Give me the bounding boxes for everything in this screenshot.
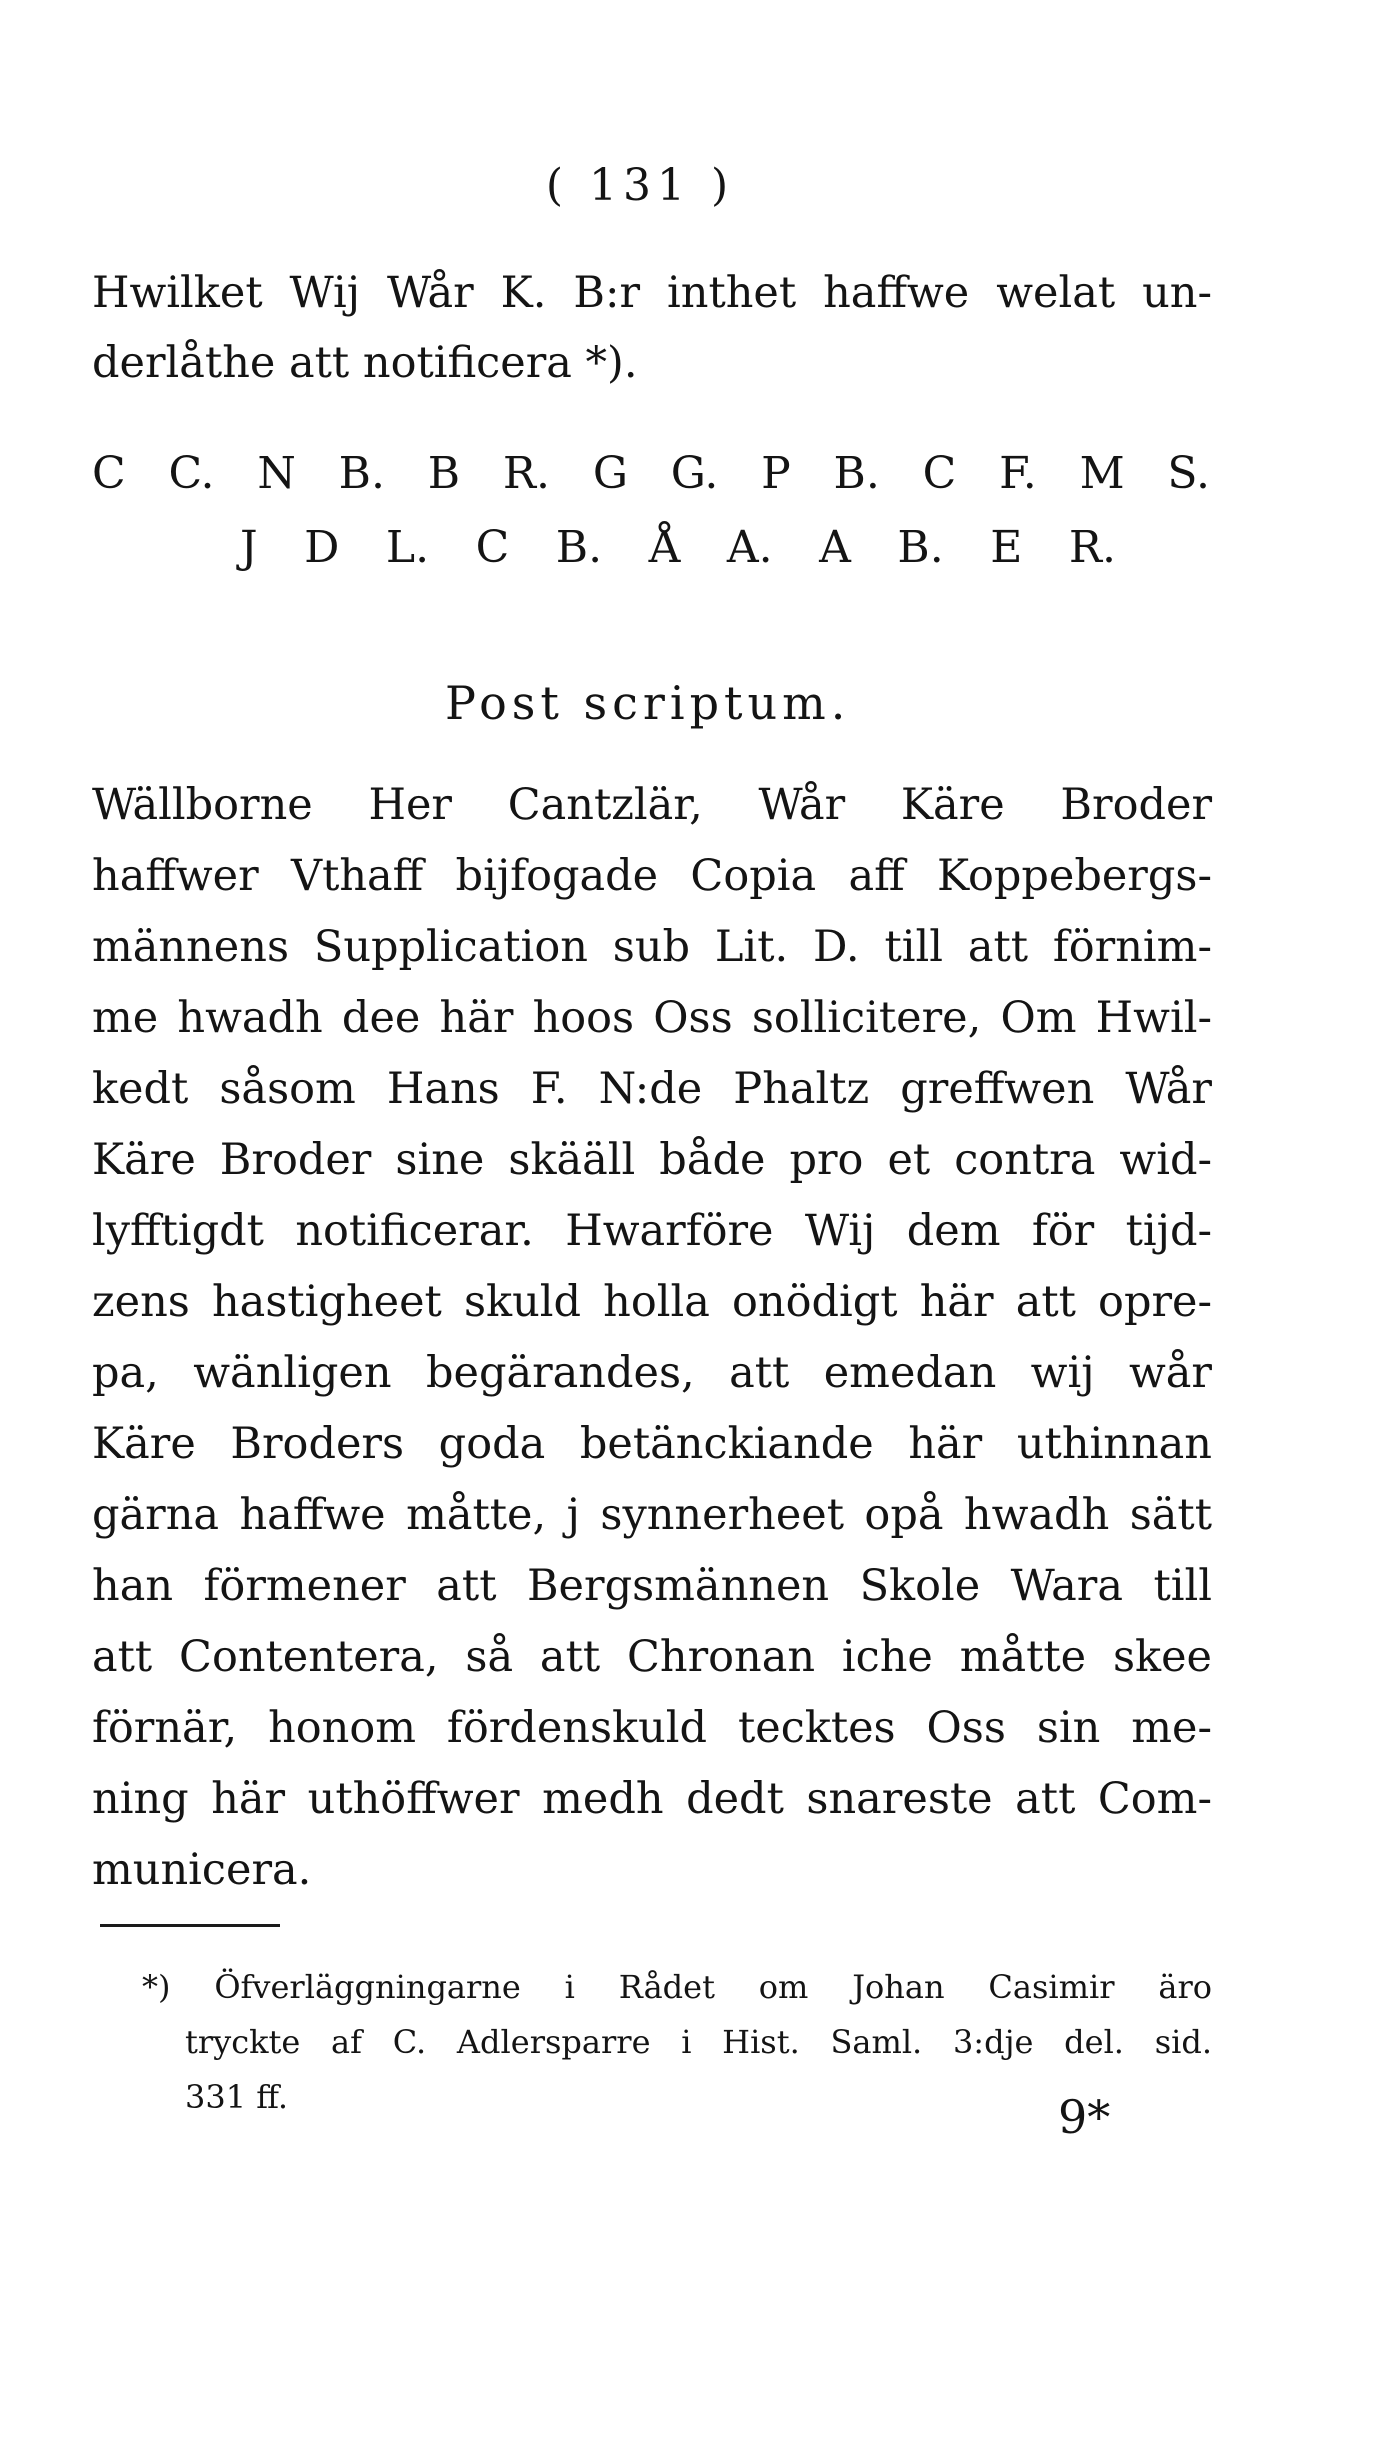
signature-initials: N B.: [257, 448, 385, 499]
signature-initials: C B.: [475, 522, 603, 573]
opening-line: Hwilket Wij Wår K. B:r inthet haffwe welat un-: [92, 268, 1212, 318]
postscript-line: lyfftigdt notificerar. Hwarföre Wij dem för tijd-: [92, 1206, 1212, 1256]
signature-initials: P B.: [761, 448, 880, 499]
signature-initials: E R.: [990, 522, 1116, 573]
signature-initials-row-1: [92, 448, 1210, 499]
postscript-line: Käre Broder sine skääll både pro et contra wid-: [92, 1135, 1212, 1185]
signature-initials: M S.: [1079, 448, 1210, 499]
signature-mark: 9*: [1058, 2090, 1111, 2144]
opening-line: derlåthe att notificera *).: [92, 338, 638, 388]
postscript-line: municera.: [92, 1845, 312, 1895]
postscript-line: förnär, honom fördenskuld tecktes Oss sin me-: [92, 1703, 1212, 1753]
postscript-line: att Contentera, så att Chronan iche måtte skee: [92, 1632, 1212, 1682]
postscript-line: zens hastigheet skuld holla onödigt här att opre-: [92, 1277, 1212, 1327]
footnote-line: tryckte af C. Adlersparre i Hist. Saml. 3:dje del. sid.: [185, 2023, 1212, 2061]
footnote-rule: [100, 1924, 280, 1927]
footnote-line: *) Öfverläggningarne i Rådet om Johan Casimir äro: [142, 1968, 1212, 2006]
signature-initials: G G.: [592, 448, 719, 499]
postscript-line: kedt såsom Hans F. N:de Phaltz greffwen Wår: [92, 1064, 1212, 1114]
postscript-heading: Post scriptum.: [445, 676, 851, 730]
postscript-line: ning här uthöffwer medh dedt snareste att Com-: [92, 1774, 1212, 1824]
postscript-line: pa, wänligen begärandes, att emedan wij wår: [92, 1348, 1212, 1398]
signature-initials: A B.: [819, 522, 944, 573]
postscript-line: me hwadh dee här hoos Oss sollicitere, Om Hwil-: [92, 993, 1212, 1043]
footnote-line: 331 ff.: [185, 2078, 289, 2116]
signature-initials: B R.: [427, 448, 551, 499]
postscript-line: Wällborne Her Cantzlär, Wår Käre Broder: [92, 780, 1212, 830]
postscript-line: haffwer Vthaff bijfogade Copia aff Koppebergs-: [92, 851, 1212, 901]
signature-initials-row-2: [240, 522, 1116, 573]
signature-initials: C C.: [92, 448, 215, 499]
signature-initials: J D L.: [240, 522, 430, 573]
postscript-line: Käre Broders goda betänckiande här uthinnan: [92, 1419, 1212, 1469]
postscript-line: männens Supplication sub Lit. D. till att förnim-: [92, 922, 1212, 972]
postscript-line: han förmener att Bergsmännen Skole Wara till: [92, 1561, 1212, 1611]
signature-initials: Å A.: [648, 522, 773, 573]
postscript-line: gärna haffwe måtte, j synnerheet opå hwadh sätt: [92, 1490, 1212, 1540]
signature-initials: C F.: [922, 448, 1037, 499]
page-number: ( 131 ): [545, 160, 735, 211]
